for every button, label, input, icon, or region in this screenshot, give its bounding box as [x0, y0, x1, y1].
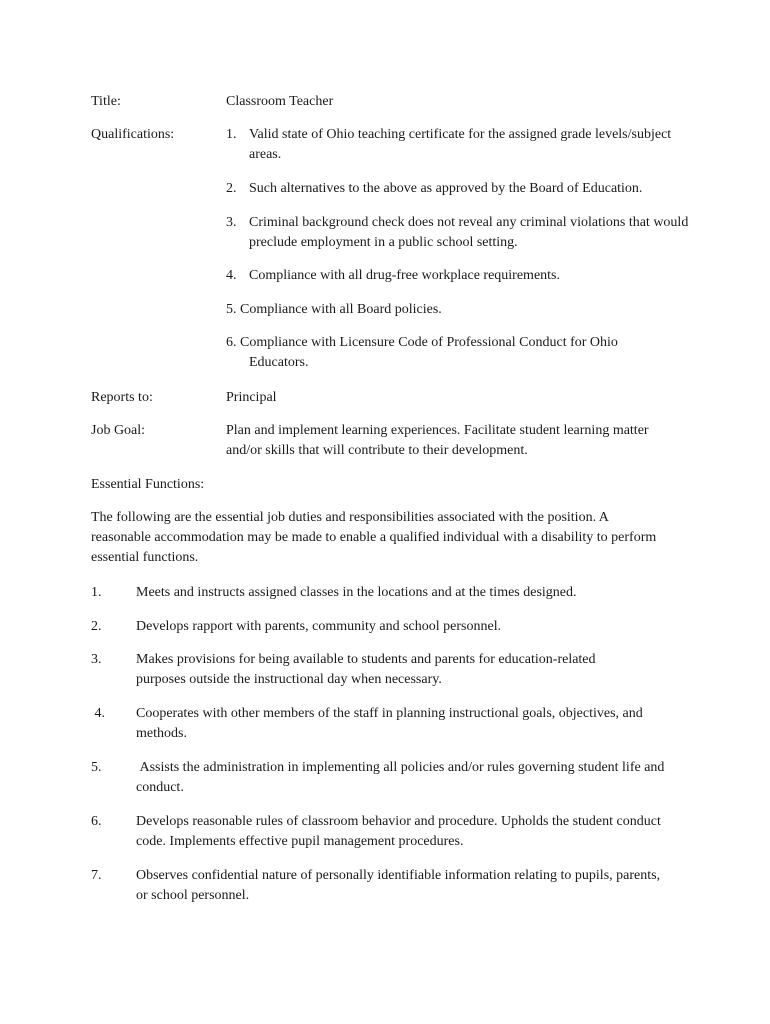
qualification-number: 1. [226, 127, 237, 142]
qualification-text: Criminal background check does not reveal any criminal violations that would preclude employment in a public school setting. [249, 215, 689, 250]
duty-number: 1. [91, 585, 102, 600]
duty-number: 3. [91, 652, 102, 667]
duty-number: 4. [91, 706, 105, 721]
qualification-number: 2. [226, 181, 237, 196]
duty-number: 6. [91, 814, 102, 829]
qualification-continuation: Educators. [249, 355, 309, 370]
job-goal-label: Job Goal: [91, 423, 146, 438]
qualification-number: 4. [226, 268, 237, 283]
qualification-text: Compliance with all drug-free workplace requirements. [249, 268, 560, 283]
reports-value: Principal [226, 390, 277, 405]
qualification-text: Compliance with all Board policies. [240, 302, 442, 317]
job-goal-value: Plan and implement learning experiences. Facilitate student learning matter and/or skills that will contribute to their development. [226, 423, 649, 458]
title-label: Title: [91, 94, 121, 109]
qualification-number: 6. [226, 335, 237, 350]
duty-number: 2. [91, 619, 102, 634]
qualification-text: Valid state of Ohio teaching certificate for the assigned grade levels/subject areas. [249, 127, 672, 162]
duty-text: Makes provisions for being available to students and parents for education-related purposes outside the instructional day when necessary. [136, 652, 596, 687]
essential-functions-heading: Essential Functions: [91, 477, 205, 492]
duty-number: 5. [91, 760, 102, 775]
qualification-number: 3. [226, 215, 237, 230]
qualification-number: 5. [226, 302, 237, 317]
duty-text: Cooperates with other members of the staff in planning instructional goals, objectives, and methods. [136, 706, 643, 741]
qualifications-label: Qualifications: [91, 127, 175, 142]
essential-functions-intro: The following are the essential job duties and responsibilities associated with the position. A reasonable accommodation may be made to enable a qualified individual with a disability to perform essential functions. [91, 510, 657, 565]
duty-text: Develops rapport with parents, community and school personnel. [136, 619, 502, 634]
duty-text: Develops reasonable rules of classroom behavior and procedure. Upholds the student conduct code. Implements effective pupil management procedures. [136, 814, 661, 849]
title-value: Classroom Teacher [226, 94, 334, 109]
duty-text: Observes confidential nature of personally identifiable information relating to pupils, parents, or school personnel. [136, 868, 661, 903]
qualification-text: Compliance with Licensure Code of Professional Conduct for Ohio [240, 335, 618, 350]
duty-text: Assists the administration in implementing all policies and/or rules governing student life and conduct. [136, 760, 668, 795]
qualification-item [226, 333, 686, 373]
duty-number: 7. [91, 868, 102, 883]
qualification-text: Such alternatives to the above as approved by the Board of Education. [249, 181, 643, 196]
qualification-item [226, 300, 686, 320]
reports-label: Reports to: [91, 390, 153, 405]
duty-text: Meets and instructs assigned classes in the locations and at the times designed. [136, 585, 577, 600]
